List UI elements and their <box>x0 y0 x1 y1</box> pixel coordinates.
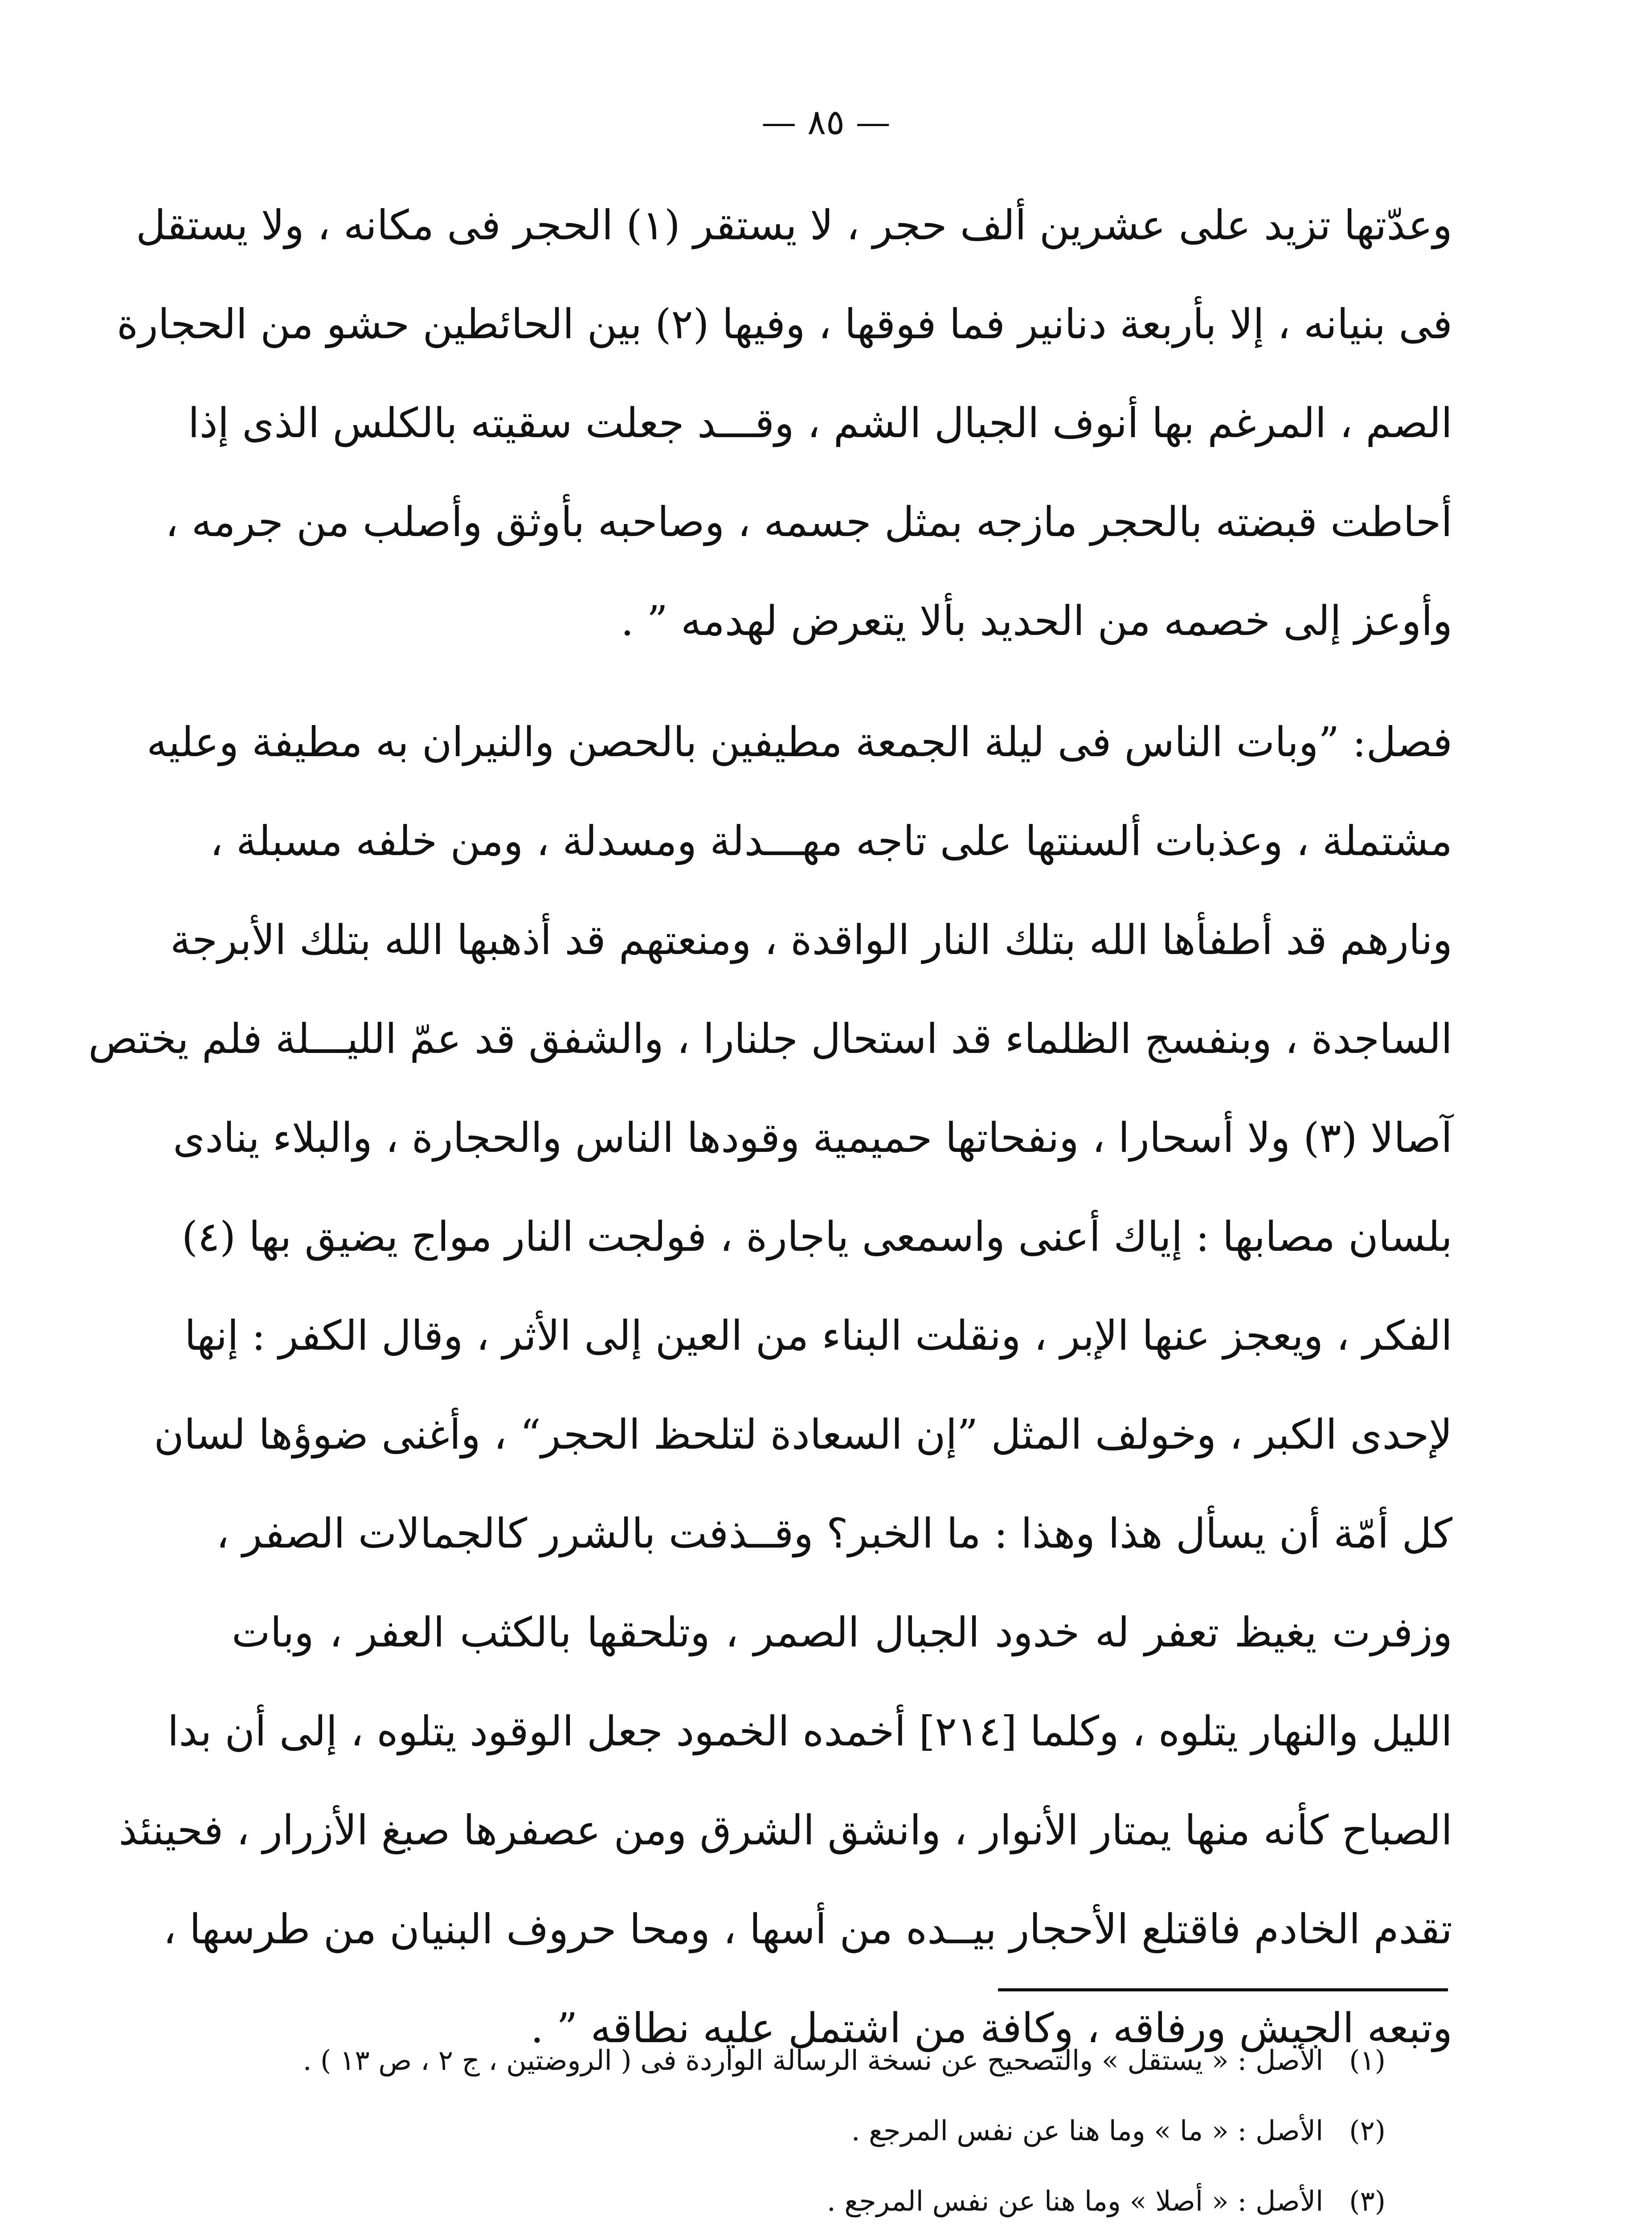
text-line: آصالا (٣) ولا أسحارا ، ونفحاتها حميمية وقودها الناس والحجارة ، والبلاء ينادى <box>173 1114 1452 1162</box>
text-line: وعدّتها تزيد على عشرين ألف حجر ، لا يستقر (١) الحجر فى مكانه ، ولا يستقل <box>135 201 1452 249</box>
text-line: وزفرت يغيظ تعفر له خدود الجبال الصمر ، وتلحقها بالكثب العفر ، وبات <box>232 1609 1452 1656</box>
text-line: الليل والنهار يتلوه ، وكلما [٢١٤] أخمده الخمود جعل الوقود يتلوه ، إلى أن بدا <box>167 1708 1452 1755</box>
text-line: وأوعز إلى خصمه من الحديد بألا يتعرض لهدمه ” . <box>621 597 1452 645</box>
text-line: فصل: ”وبات الناس فى ليلة الجمعة مطيفين بالحصن والنيران به مطيفة وعليه <box>147 718 1452 766</box>
text-line: الصباح كأنه منها يمتار الأنوار ، وانشق الشرق ومن عصفرها صبغ الأزرار ، فحينئذ <box>119 1806 1452 1854</box>
text-line: تقدم الخادم فاقتلع الأحجار بيــده من أسها ، ومحا حروف البنيان من طرسها ، <box>163 1905 1452 1953</box>
footnote-text: الأصل : « يستقل » والتصحيح عن نسخة الرسالة الواردة فى ( الروضتين ، ج ٢ ، ص ١٣ ) . <box>303 2044 1324 2076</box>
text-line: فى بنيانه ، إلا بأربعة دنانير فما فوقها ، وفيها (٢) بين الحائطين حشو من الحجارة <box>117 300 1452 348</box>
footnote <box>232 2166 1386 2228</box>
footnote <box>232 2025 1386 2096</box>
paragraph-2 <box>88 693 1452 2078</box>
footnote-number: (٢) <box>1349 2114 1386 2147</box>
paragraph-1 <box>117 176 1452 671</box>
footnote-divider <box>998 1988 1448 1991</box>
footnote <box>232 2096 1386 2166</box>
page-number: — ٨٥ — <box>761 102 891 143</box>
text-line: كل أمّة أن يسأل هذا وهذا : ما الخبر؟ وقــذفت بالشرر كالجمالات الصفر ، <box>216 1510 1452 1557</box>
text-line: أحاطت قبضته بالحجر مازجه بمثل جسمه ، وصاحبه بأوثق وأصلب من جرمه ، <box>165 498 1452 546</box>
text-line: الفكر ، ويعجز عنها الإبر ، ونقلت البناء من العين إلى الأثر ، وقال الكفر : إنها <box>184 1312 1452 1360</box>
footnote-text: الأصل : « أصلا » وما هنا عن نفس المرجع . <box>827 2185 1324 2217</box>
text-line: مشتملة ، وعذبات ألسنتها على تاجه مهـــدلة ومسدلة ، ومن خلفه مسبلة ، <box>210 817 1452 865</box>
text-line: الصم ، المرغم بها أنوف الجبال الشم ، وقـــد جعلت سقيته بالكلس الذى إذا <box>188 399 1452 447</box>
footnotes <box>232 2025 1386 2228</box>
text-line: وتبعه الجيش ورفاقه ، وكافة من اشتمل عليه نطاقه ” . <box>530 2004 1452 2052</box>
text-line: الساجدة ، وبنفسج الظلماء قد استحال جلنارا ، والشفق قد عمّ الليـــلة فلم يختص <box>88 1015 1452 1063</box>
text-line: لإحدى الكبر ، وخولف المثل ”إن السعادة لتلحظ الحجر“ ، وأغنى ضوؤها لسان <box>154 1411 1452 1458</box>
text-line: ونارهم قد أطفأها الله بتلك النار الواقدة ، ومنعتهم قد أذهبها الله بتلك الأبرجة <box>170 916 1452 964</box>
footnote-number: (١) <box>1349 2044 1386 2076</box>
text-line: بلسان مصابها : إياك أعنى واسمعى ياجارة ، فولجت النار مواج يضيق بها (٤) <box>181 1213 1452 1261</box>
footnote-text: الأصل : « ما » وما هنا عن نفس المرجع . <box>851 2114 1324 2147</box>
footnote-number: (٣) <box>1349 2185 1386 2217</box>
